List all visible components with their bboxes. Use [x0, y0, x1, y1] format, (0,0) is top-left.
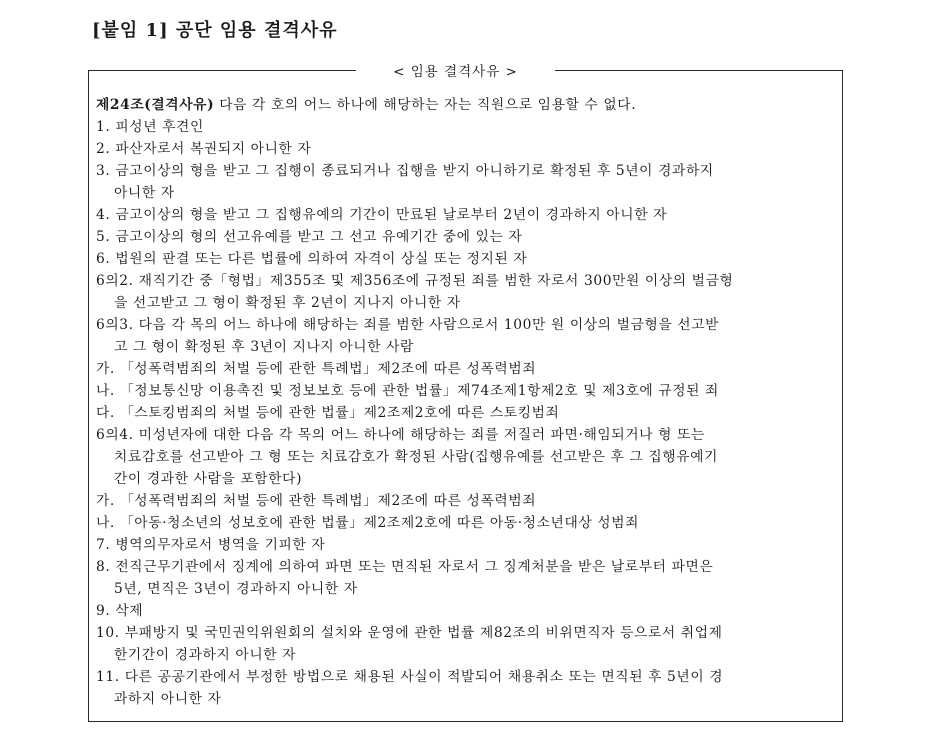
- list-item: 3. 금고이상의 형을 받고 그 집행이 종료되거나 집행을 받지 아니하기로 확정된 후 5년이 경과하지: [96, 163, 714, 179]
- list-item-continuation: 치료감호를 선고받아 그 형 또는 치료감호가 확정된 사람(집행유예를 선고받은 후 그 집행유예기: [114, 449, 719, 465]
- list-item: 6의2. 재직기간 중「형법」제355조 및 제356조에 규정된 죄를 범한 자로서 300만원 이상의 벌금형: [96, 273, 734, 289]
- list-item: 7. 병역의무자로서 병역을 기피한 자: [96, 537, 326, 553]
- page-title: [붙임 1] 공단 임용 결격사유: [92, 20, 338, 41]
- list-item: 11. 다른 공공기관에서 부정한 방법으로 채용된 사실이 적발되어 채용취소 또는 면직된 후 5년이 경: [96, 669, 724, 685]
- list-item: 5. 금고이상의 형의 선고유예를 받고 그 선고 유예기간 중에 있는 자: [96, 229, 523, 245]
- sub-item: 가. 「성폭력범죄의 처벌 등에 관한 특례법」제2조에 따른 성폭력범죄: [96, 493, 537, 509]
- list-item-continuation: 간이 경과한 사람을 포함한다): [114, 471, 303, 487]
- box-top-border-left: [88, 70, 356, 71]
- list-item: 8. 전직근무기관에서 징계에 의하여 파면 또는 면직된 자로서 그 징계처분을 받은 날로부터 파면은: [96, 559, 714, 575]
- list-item-continuation: 을 선고받고 그 형이 확정된 후 2년이 지나지 아니한 자: [114, 295, 461, 311]
- sub-item: 나. 「아동·청소년의 성보호에 관한 법률」제2조제2호에 따른 아동·청소년대상 성범죄: [96, 515, 640, 531]
- article-intro-text: 다음 각 호의 어느 하나에 해당하는 자는 직원으로 임용할 수 없다.: [214, 97, 637, 113]
- sub-item: 가. 「성폭력범죄의 처벌 등에 관한 특례법」제2조에 따른 성폭력범죄: [96, 361, 537, 377]
- sub-item: 다. 「스토킹범죄의 처벌 등에 관한 법률」제2조제2호에 따른 스토킹범죄: [96, 405, 560, 421]
- list-item: 1. 피성년 후견인: [96, 119, 204, 135]
- list-item: 4. 금고이상의 형을 받고 그 집행유예의 기간이 만료된 날로부터 2년이 경과하지 아니한 자: [96, 207, 668, 223]
- list-item: 6의4. 미성년자에 대한 다음 각 목의 어느 하나에 해당하는 죄를 저질러 파면·해임되거나 형 또는: [96, 427, 705, 443]
- article-intro: [96, 94, 841, 116]
- list-item: 10. 부패방지 및 국민권익위원회의 설치와 운영에 관한 법률 제82조의 비위면직자 등으로서 취업제: [96, 625, 723, 641]
- list-item-continuation: 한기간이 경과하지 아니한 자: [114, 647, 297, 663]
- list-item: 6의3. 다음 각 목의 어느 하나에 해당하는 죄를 범한 사람으로서 100만 원 이상의 벌금형을 선고받: [96, 317, 720, 333]
- list-item: 6. 법원의 판결 또는 다른 법률에 의하여 자격이 상실 또는 정지된 자: [96, 251, 528, 267]
- list-item-continuation: 고 그 형이 확정된 후 3년이 지나지 아니한 사람: [114, 339, 414, 355]
- box-title: < 임용 결격사유 >: [393, 64, 518, 80]
- box-top-border-right: [555, 70, 843, 71]
- article-content: [96, 94, 841, 710]
- list-item: 2. 파산자로서 복권되지 아니한 자: [96, 141, 312, 157]
- list-item-continuation: 과하지 아니한 자: [114, 691, 222, 707]
- sub-item: 나. 「정보통신망 이용촉진 및 정보보호 등에 관한 법률」제74조제1항제2호 및 제3호에 규정된 죄: [96, 383, 719, 399]
- list-item-continuation: 5년, 면직은 3년이 경과하지 아니한 자: [114, 581, 358, 597]
- list-item-continuation: 아니한 자: [114, 185, 175, 201]
- article-number: 제24조(결격사유): [96, 97, 215, 113]
- list-item: 9. 삭제: [96, 603, 144, 619]
